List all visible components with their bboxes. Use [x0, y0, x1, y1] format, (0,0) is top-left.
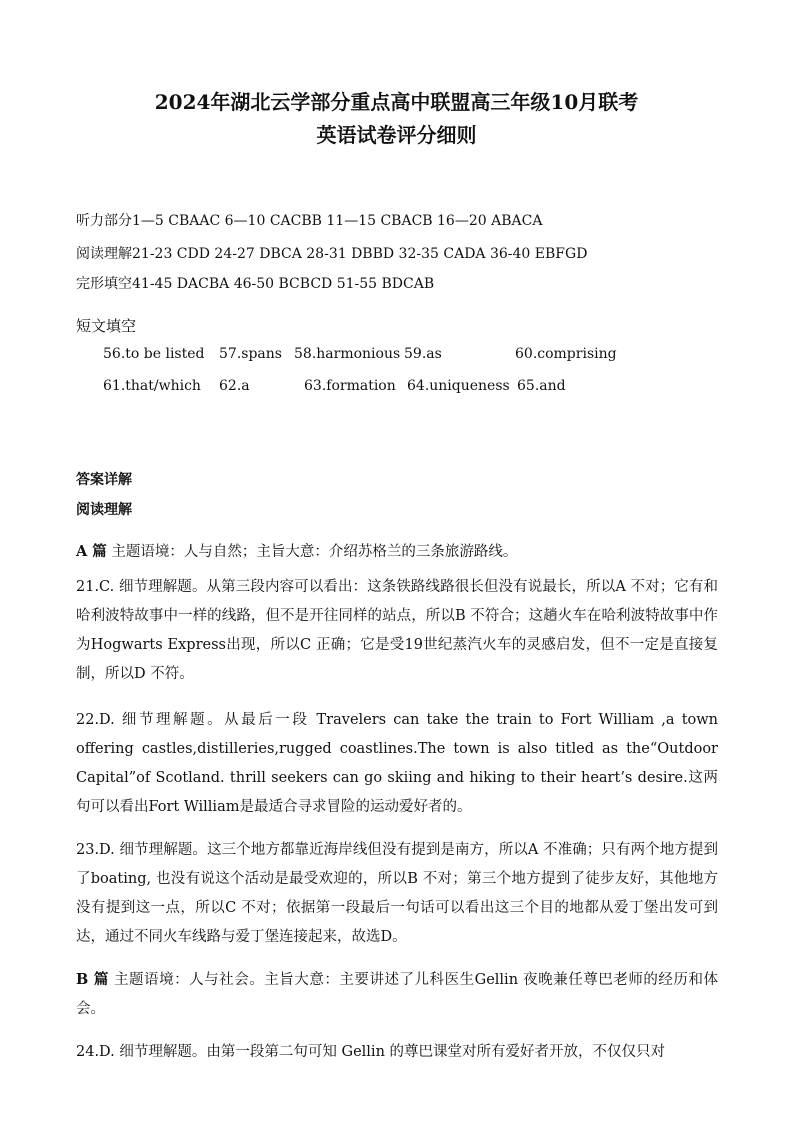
passage-a-text: 主题语境：人与自然；主旨大意：介绍苏格兰的三条旅游路线。: [106, 544, 518, 560]
fill-answer-61: 61.that/which: [103, 378, 201, 394]
reading-answers: 阅读理解21-23 CDD 24-27 DBCA 28-31 DBBD 32-35 CADA 36-40 EBFGD: [76, 246, 588, 262]
passage-a-summary: [76, 537, 718, 567]
fill-answer-65: 65.and: [517, 378, 566, 394]
fill-answer-58: 58.harmonious: [294, 346, 401, 362]
question-23-explanation: 23.D. 细节理解题。这三个地方都靠近海岸线但没有提到是南方，所以A 不准确；只有两个地方提到了boating, 也没有说这个活动是最受欢迎的，所以B 不对；第三个地方提到了徒步友好，其他地方没有提到这一点，所以C 不对；依据第一段最后一句话可以看出这三个目的地都从爱丁堡出发可到达，通过不同火车线路与爱丁堡连接起来，故选D。: [76, 842, 718, 945]
fill-answer-56: 56.to be listed: [103, 346, 205, 362]
passage-b-text: 主题语境：人与社会。主旨大意：主要讲述了儿科医生Gellin 夜晚兼任尊巴老师的经历和体会。: [76, 972, 718, 1017]
document-title: 2024年湖北云学部分重点高中联盟高三年级10月联考: [154, 90, 639, 114]
cloze-answers: 完形填空41-45 DACBA 46-50 BCBCD 51-55 BDCAB: [76, 276, 435, 292]
document-subtitle: 英语试卷评分细则: [316, 123, 477, 147]
passage-b-label: B 篇: [76, 971, 109, 988]
question-21-explanation: 21.C. 细节理解题。从第三段内容可以看出：这条铁路线路很长但没有说最长，所以A 不对；它有和哈利波特故事中一样的线路，但不是开往同样的站点，所以B 不符合；这趟火车在哈利波特故事中作为Hogwarts Express出现，所以C 正确；它是受19世纪蒸汽火车的灵感启发，但不一定是直接复制，所以D 不符。: [76, 579, 718, 682]
short-fill-label: 短文填空: [76, 317, 137, 335]
fill-answer-62: 62.a: [219, 378, 250, 394]
passage-a-label: A 篇: [76, 543, 107, 560]
fill-answer-63: 63.formation: [304, 378, 396, 394]
reading-heading: 阅读理解: [76, 502, 132, 518]
passage-b-summary: [76, 965, 718, 1024]
fill-answer-59: 59.as: [404, 346, 442, 362]
fill-answer-60: 60.comprising: [515, 346, 617, 362]
fill-answer-57: 57.spans: [219, 346, 282, 362]
fill-answer-64: 64.uniqueness: [407, 378, 510, 394]
details-heading: 答案详解: [76, 472, 132, 488]
question-24-explanation: 24.D. 细节理解题。由第一段第二句可知 Gellin 的尊巴课堂对所有爱好者开放，不仅仅只对: [76, 1044, 666, 1060]
question-22-explanation: 22.D. 细节理解题。从最后一段 Travelers can take the train to Fort William ,a town offering castles,distilleries,rugged coastlines.The town is also titled as the“Outdoor Capital”of Scotland. thrill seekers can go skiing and hiking to their heart’s desire.这两句可以看出Fort William是最适合寻求冒险的运动爱好者的。: [76, 712, 718, 815]
listening-answers: 听力部分1—5 CBAAC 6—10 CACBB 11—15 CBACB 16—20 ABACA: [76, 213, 543, 229]
